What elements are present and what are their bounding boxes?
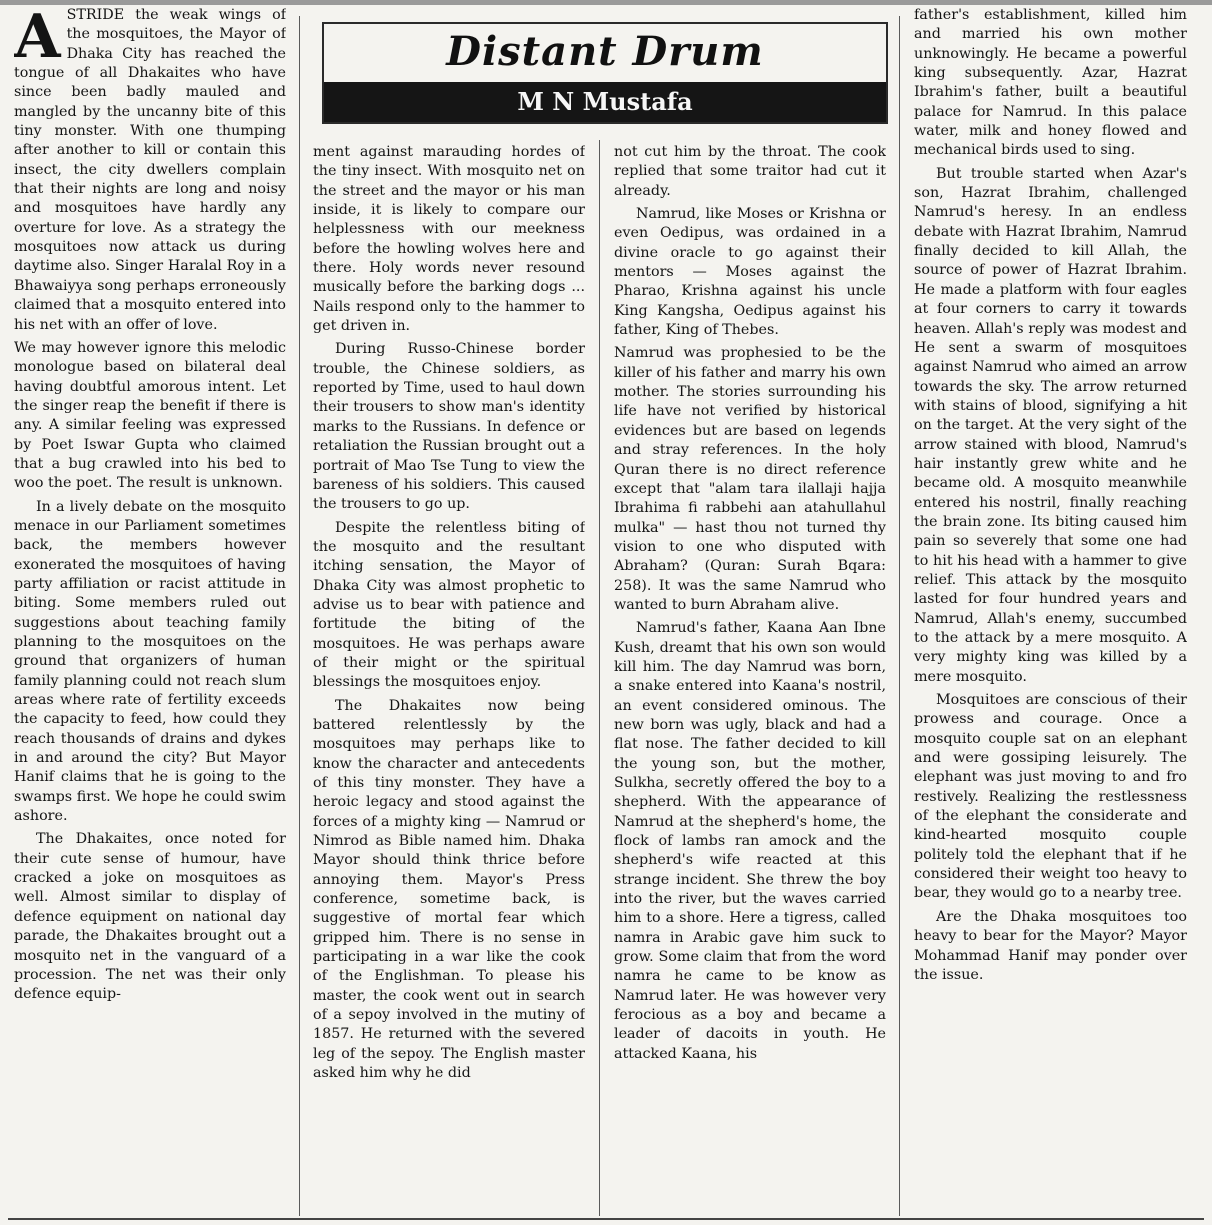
drop-cap: A bbox=[14, 6, 61, 72]
paragraph-3-1: not cut him by the throat. The cook replied that some traitor had cut it already. bbox=[614, 144, 886, 199]
paragraph-3-3: Namrud was prophesied to be the killer of his father and marry his own mother. The stories surrounding his life have not verified by historical evidences but are based on legends and stray references. In the holy Quran there is no direct reference except that "alam tara ilallaji hajja Ibrahima fi rabbehi aan atahullahul mulka" — hast thou not turned thy vision to one who disputed with Abraham? (Quran: Surah Bqara: 258). It was the same Namrud who wanted to burn Abraham alive. bbox=[614, 345, 886, 613]
bottom-rule bbox=[8, 1218, 1204, 1220]
column-2 bbox=[313, 143, 585, 1220]
paragraph-3-2: Namrud, like Moses or Krishna or even Oedipus, was ordained in a divine oracle to go against their mentors — Moses against the Pharao, Krishna against his uncle King Kangsha, Oedipus against his father, King of Thebes. bbox=[614, 206, 886, 339]
column-rule bbox=[899, 16, 900, 1216]
paragraph-4-4: Are the Dhaka mosquitoes too heavy to bear for the Mayor? Mayor Mohammad Hanif may ponder over the issue. bbox=[914, 908, 1187, 983]
top-edge-rule bbox=[0, 0, 1212, 5]
paragraph-2-1: ment against marauding hordes of the tiny insect. With mosquito net on the street and the mayor or his man inside, it is likely to compare our helplessness with our meekness before the howling wolves here and there. Holy words never resound musically before the barking dogs ... Nails respond only to the hammer to get driven in. bbox=[313, 144, 585, 335]
paragraph-4-3: Mosquitoes are conscious of their prowess and courage. Once a mosquito couple sat on an elephant and were gossiping leisurely. The elephant was just moving to and fro restively. Realizing the restlessness of the elephant the considerate and kind-hearted mosquito couple politely told the elephant that if he considered their weight too heavy to bear, they would go to a nearby tree. bbox=[914, 692, 1187, 902]
paragraph-2-3: Despite the relentless biting of the mosquito and the resultant itching sensation, the Mayor of Dhaka City was almost prophetic to advise us to bear with patience and fortitude the biting of the mosquitoes. He was perhaps aware of their might or the spiritual blessings the mosquitoes enjoy. bbox=[313, 519, 585, 691]
column-rule bbox=[599, 140, 600, 1216]
paragraph-4-2: But trouble started when Azar's son, Hazrat Ibrahim, challenged Namrud's heresy. In an endless debate with Hazrat Ibrahim, Namrud finally decided to kill Allah, the source of power of Hazrat Ibrahim. He made a platform with four eagles at four corners to carry it towards heaven. Allah's reply was modest and He sent a swarm of mosquitoes against Namrud who aimed an arrow towards the sky. The arrow returned with stains of blood, signifying a hit on the target. At the very sight of the arrow stained with blood, Namrud's hair instantly grew white and he became old. A mosquito meanwhile entered his nostril, finally reaching the brain zone. Its biting caused him pain so severely that some one had to hit his head with a hammer to give relief. This attack by the mosquito lasted for four hundred years and Namrud, Allah's enemy, succumbed to the attack by a mere mosquito. A very mighty king was killed by a mere mosquito. bbox=[914, 165, 1187, 685]
paragraph-4-1: father's establishment, killed him and married his own mother unknowingly. He became a powerful king subsequently. Azar, Hazrat Ibrahim's father, built a beautiful palace for Namrud. In this palace water, milk and honey flowed and mechanical birds used to sing. bbox=[914, 7, 1187, 159]
paragraph-2-4: The Dhakaites now being battered relentlessly by the mosquitoes may perhaps like to know the character and antecedents of this tiny monster. They have a heroic legacy and stood against the forces of a mighty king — Namrud or Nimrod as Bible named him. Dhaka Mayor should think thrice before annoying them. Mayor's Press conference, sometime back, is suggestive of mortal fear which gripped him. There is no sense in participating in a war like the cook of the Englishman. To please his master, the cook went out in search of a sepoy involved in the mutiny of 1857. He returned with the severed leg of the sepoy. The English master asked him why he did bbox=[313, 697, 585, 1082]
paragraph-1-1: ASTRIDE the weak wings of the mosquitoes, the Mayor of Dhaka City has reached the tongue of all Dhakaites who have since been badly mauled and mangled by the uncanny bite of this tiny monster. With one thumping after another to kill or contain this insect, the city dwellers complain that their nights are long and noisy and mosquitoes have hardly any overture for love. As a strategy the mosquitoes now attack us during daytime also. Singer Haralal Roy in a Bhawaiyya song perhaps erroneously claimed that a mosquito entered into his net with an offer of love. bbox=[14, 6, 286, 333]
byline: M N Mustafa bbox=[324, 82, 886, 122]
column-title: Distant Drum bbox=[446, 28, 764, 75]
column-1 bbox=[14, 6, 286, 1220]
column-rule bbox=[299, 16, 300, 1216]
paragraph-3-4: Namrud's father, Kaana Aan Ibne Kush, dreamt that his own son would kill him. The day Namrud was born, a snake entered into Kaana's nostril, an event considered ominous. The new born was ugly, black and had a flat nose. The father decided to kill the young son, but the mother, Sulkha, secretly offered the boy to a shepherd. With the appearance of Namrud at the shepherd's home, the flock of lambs ran amock and the shepherd's wife reacted at this strange incident. She threw the boy into the river, but the waves carried him to a shore. Here a tigress, called namra in Arabic gave him suck to grow. Some claim that from the word namra he came to be know as Namrud later. He was however very ferocious as a boy and became a leader of dacoits in youth. He attacked Kaana, his bbox=[614, 620, 886, 1062]
column-4 bbox=[914, 6, 1187, 1220]
paragraph-1-4: The Dhakaites, once noted for their cute sense of humour, have cracked a joke on mosquitoes as well. Almost similar to display of defence equipment on national day parade, the Dhakaites brought out a mosquito net in the vanguard of a procession. The net was their only defence equip- bbox=[14, 831, 286, 1003]
paragraph-1-3: In a lively debate on the mosquito menace in our Parliament sometimes back, the members however exonerated the mosquitoes of having party affiliation or racist attitude in biting. Some members ruled out suggestions about teaching family planning to the mosquitoes on the ground that organizers of human family planning could not reach slum areas where rate of fertility exceeds the capacity to feed, how could they reach thousands of drains and dykes in and around the city? But Mayor Hanif claims that he is going to the swamps first. We hope he could swim ashore. bbox=[14, 498, 286, 825]
column-header bbox=[322, 22, 888, 124]
paragraph-1-2: We may however ignore this melodic monologue based on bilateral deal having doubtful amorous intent. Let the singer reap the benefit if there is any. A similar feeling was expressed by Poet Iswar Gupta who claimed that a bug crawled into his bed to woo the poet. The result is unknown. bbox=[14, 339, 286, 492]
column-3 bbox=[614, 143, 886, 1220]
paragraph-2-2: During Russo-Chinese border trouble, the Chinese soldiers, as reported by Time, used to haul down their trousers to show man's identity marks to the Russians. In defence or retaliation the Russian brought out a portrait of Mao Tse Tung to view the bareness of his soldiers. This caused the trousers to go up. bbox=[313, 341, 585, 513]
